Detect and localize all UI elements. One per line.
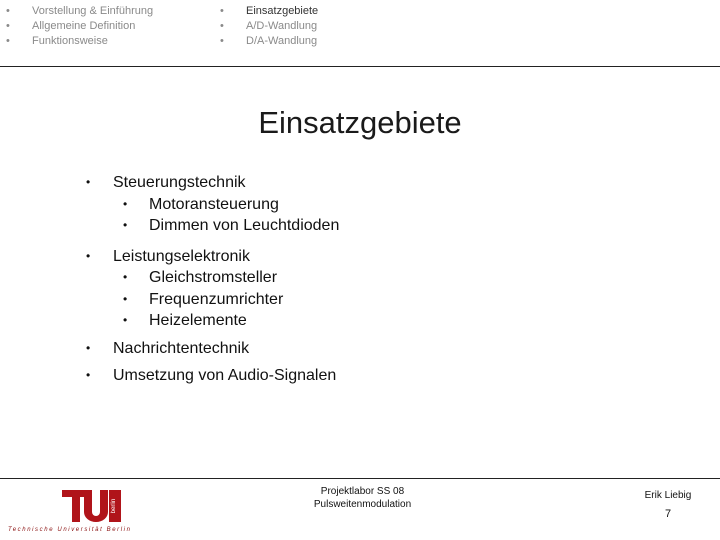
bullet-icon: •	[220, 20, 224, 32]
bullet-icon: •	[123, 313, 128, 327]
list-item-label: Leistungselektronik	[113, 247, 250, 265]
bullet-icon: •	[6, 20, 10, 32]
bullet-icon: •	[86, 340, 91, 355]
sub-list-item	[86, 215, 646, 237]
section-nav-left	[6, 4, 206, 49]
nav-item-label: D/A-Wandlung	[246, 35, 318, 47]
sub-list-item	[86, 267, 646, 289]
list-item	[86, 172, 646, 194]
list-item	[86, 246, 646, 268]
list-item-label: Steuerungstechnik	[113, 174, 246, 191]
bullet-icon: •	[123, 291, 128, 306]
footer-course-info	[290, 485, 435, 511]
sub-list-item	[86, 289, 646, 311]
footer-author-info	[628, 489, 708, 521]
bullet-icon: •	[6, 5, 10, 17]
section-nav-right	[220, 4, 420, 49]
sub-item-label: Dimmen von Leuchtdioden	[149, 217, 340, 234]
list-item-label: Nachrichtentechnik	[113, 339, 250, 357]
footer-topic: Pulsweitenmodulation	[313, 499, 412, 510]
nav-item-label: A/D-Wandlung	[246, 20, 318, 32]
bullet-icon: •	[123, 196, 128, 211]
nav-item-label: Funktionsweise	[32, 35, 108, 47]
slide-title: Einsatzgebiete	[258, 105, 462, 140]
logo-berlin-text: berlin	[111, 498, 117, 514]
bullet-icon: •	[86, 175, 91, 189]
sub-item-label: Heizelemente	[149, 312, 247, 329]
sub-list-item	[86, 194, 646, 216]
bullet-icon: •	[220, 35, 224, 47]
header-divider	[0, 66, 720, 67]
nav-item-label: Allgemeine Definition	[32, 20, 136, 32]
sub-item-label: Motoransteuerung	[149, 195, 279, 213]
sub-list-item	[86, 310, 646, 332]
footer-author: Erik Liebig	[644, 490, 692, 501]
bullet-icon: •	[220, 5, 224, 17]
bullet-icon: •	[6, 35, 10, 47]
footer-course: Projektlabor SS 08	[320, 486, 405, 497]
page-number: 7	[664, 508, 672, 520]
footer-divider	[0, 478, 720, 479]
bullet-list	[86, 172, 646, 387]
spacer	[86, 237, 646, 246]
nav-item-label: Vorstellung & Einführung	[32, 5, 154, 17]
list-item	[86, 338, 646, 360]
sub-item-label: Gleichstromsteller	[149, 269, 278, 286]
bullet-icon: •	[86, 248, 91, 263]
bullet-icon: •	[123, 270, 128, 284]
list-item-label: Umsetzung von Audio-Signalen	[113, 367, 337, 384]
tu-logo-icon	[8, 486, 128, 530]
nav-item-label: Einsatzgebiete	[246, 5, 319, 17]
bullet-icon: •	[86, 368, 91, 382]
logo-caption: Technische Universität Berlin	[8, 527, 132, 533]
list-item	[86, 365, 646, 387]
bullet-icon: •	[123, 218, 128, 232]
sub-item-label: Frequenzumrichter	[149, 290, 284, 308]
